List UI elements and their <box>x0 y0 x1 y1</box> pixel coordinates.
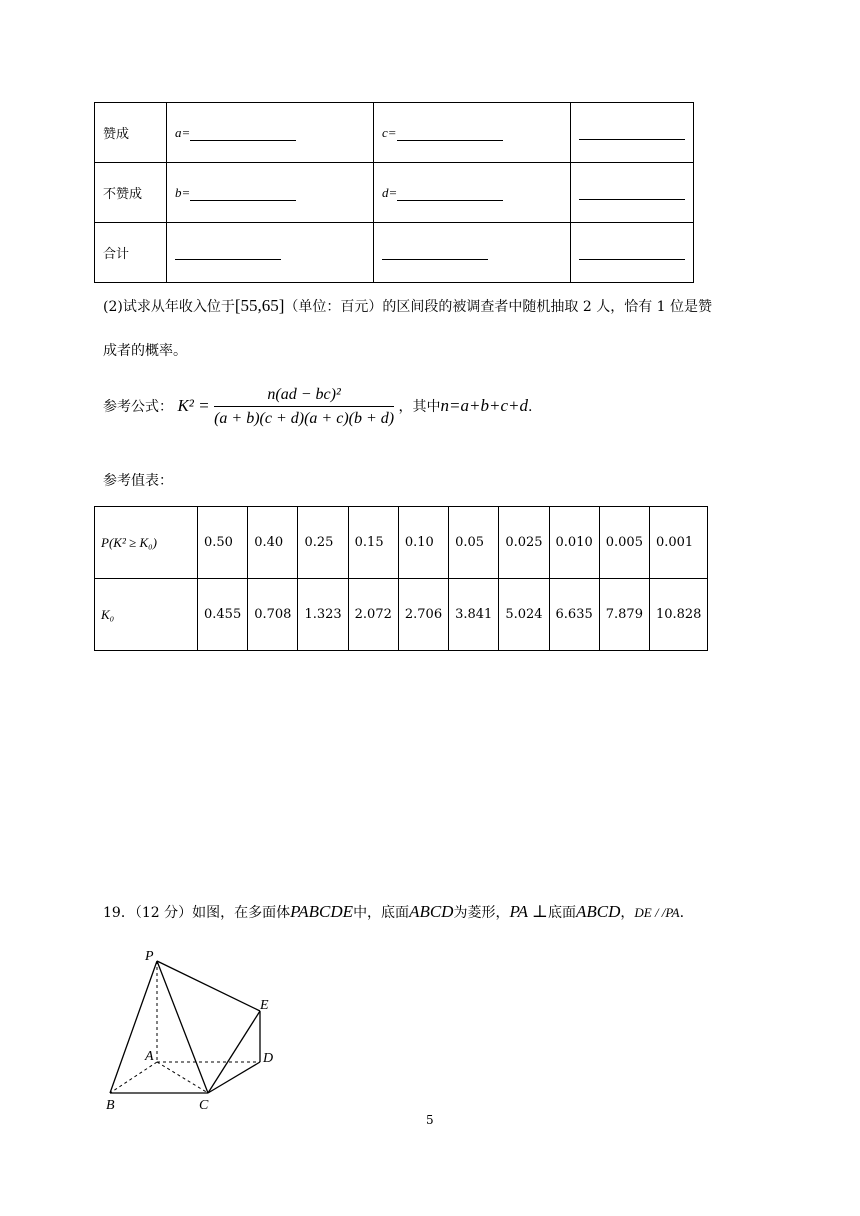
formula-lhs: K² = <box>177 396 210 415</box>
table-row <box>95 223 694 283</box>
row-label: 不赞成 <box>95 163 167 223</box>
row-label: 合计 <box>95 223 167 283</box>
fill-blank[interactable] <box>175 259 281 260</box>
cell-prefix: a= <box>175 124 191 140</box>
table-row <box>95 103 694 163</box>
cell-prefix: b= <box>175 184 191 200</box>
critical-value-table <box>94 506 708 651</box>
label-A: A <box>145 1049 154 1064</box>
interval: [55,65] <box>234 296 285 315</box>
row-label: K₀ <box>95 579 198 651</box>
table-row <box>95 163 694 223</box>
formula-fraction: $\frac{\text{n(ad − bc)²}}{(a + b)(c + d)(a + c)(b + d)}$ <box>214 386 395 427</box>
label-B: B <box>106 1098 115 1113</box>
question-19: 19．（12 分）如图，在多面体PABCDE中，底面ABCD为菱形，PA ⊥底面ABCD，DE / /PA. <box>103 902 685 921</box>
table-row: P(K² ≥ K₀) 0.50 0.40 0.25 0.15 0.10 0.05 0.025 0.010 0.005 0.001 <box>95 507 708 579</box>
fill-blank[interactable] <box>579 259 685 260</box>
reference-table-label: 参考值表： <box>103 473 173 489</box>
question-2-line1: (2)试求从年收入位于[55,65]（单位：百元）的区间段的被调查者中随机抽取 2 人，恰有 1 位是赞 <box>103 296 713 315</box>
fill-blank[interactable] <box>382 259 488 260</box>
label-D: D <box>263 1051 274 1066</box>
row-label: 赞成 <box>95 103 167 163</box>
reference-formula: 参考公式： K² = $\frac{\text{n(ad − bc)²}}{(a + b)(c + d)(a + c)(b + d)}$ ，其中n=a+b+c+d. <box>103 386 533 427</box>
fill-blank[interactable] <box>397 200 503 201</box>
label-C: C <box>199 1098 209 1113</box>
fill-blank[interactable] <box>397 140 503 141</box>
polyhedron-figure <box>100 944 290 1114</box>
fill-blank[interactable] <box>579 139 685 140</box>
cell-prefix: c= <box>382 124 397 140</box>
question-2-line2: 成者的概率。 <box>103 343 187 359</box>
fill-blank[interactable] <box>579 199 685 200</box>
label-P: P <box>145 949 154 964</box>
table-row: K₀ 0.455 0.708 1.323 2.072 2.706 3.841 5.024 6.635 7.879 10.828 <box>95 579 708 651</box>
contingency-table <box>94 102 694 283</box>
label-E: E <box>260 998 269 1013</box>
fill-blank[interactable] <box>190 200 296 201</box>
page-number: 5 <box>426 1113 434 1127</box>
row-label: P(K² ≥ K₀) <box>95 507 198 579</box>
cell-prefix: d= <box>382 184 398 200</box>
fill-blank[interactable] <box>190 140 296 141</box>
